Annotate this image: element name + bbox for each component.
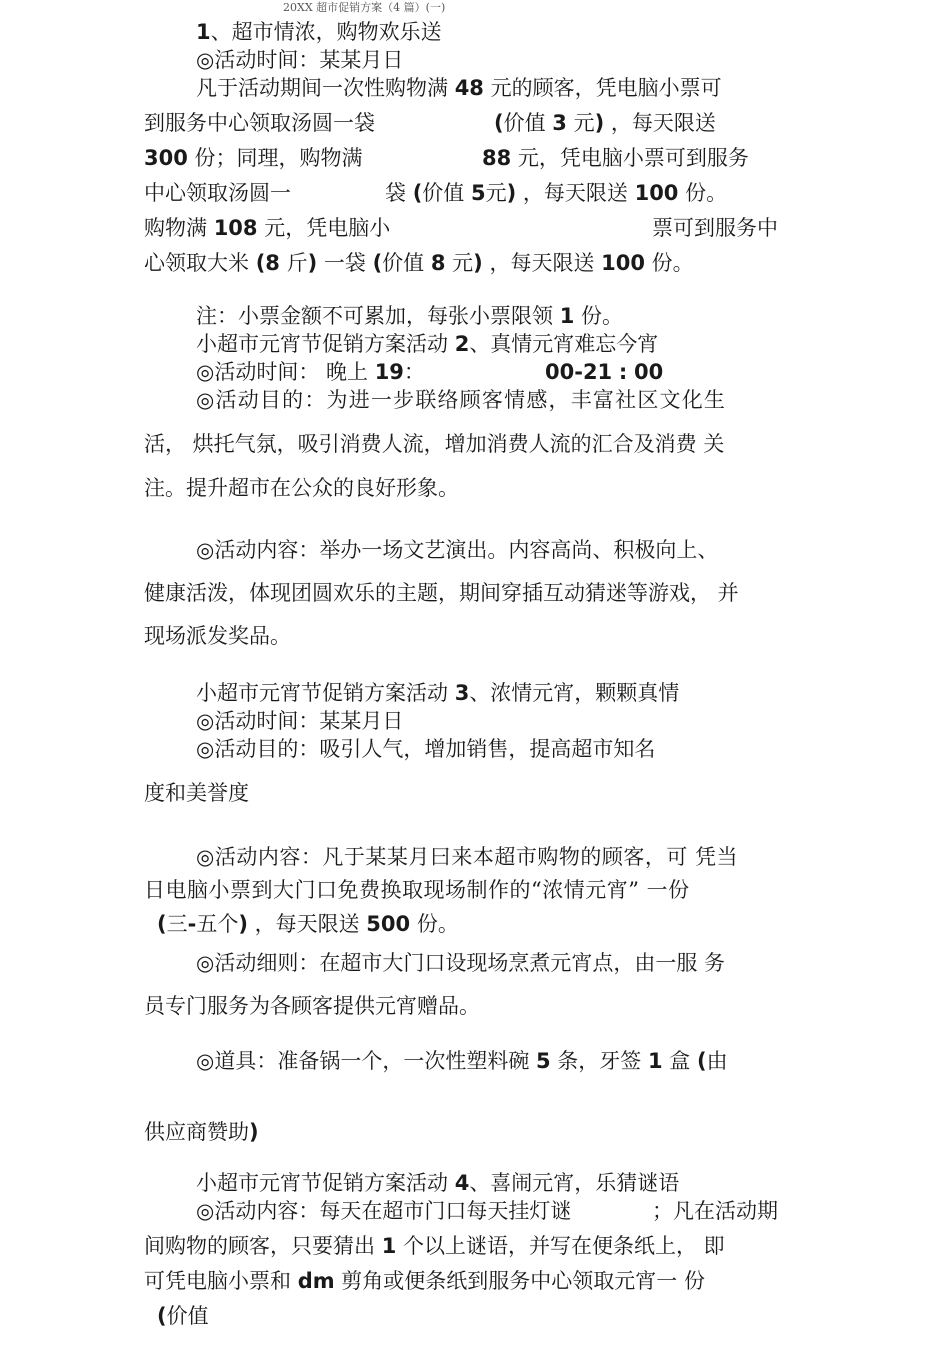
text-line: 中心领取汤圆一 (144, 181, 291, 205)
text-line: 00-21 : 00 (545, 360, 664, 384)
text-line: ◎活动细则：在超市大门口设现场烹煮元宵点，由一服 务 (196, 951, 725, 975)
text-line: 间购物的顾客，只要猜出 1 个以上谜语，并写在便条纸上， 即 (144, 1234, 725, 1258)
text-line: 88 元，凭电脑小票可到服务 (482, 146, 749, 170)
text-line: ◎活动时间：某某月日 (196, 48, 404, 72)
heading-activity-4: 小超市元宵节促销方案活动 4、喜闹元宵，乐猜谜语 (196, 1171, 680, 1195)
text-line: ◎活动时间： 晚上 19： (196, 360, 425, 384)
heading-activity-3: 小超市元宵节促销方案活动 3、浓情元宵，颗颗真情 (196, 681, 680, 705)
text-line: 度和美誉度 (144, 781, 249, 805)
text-line: 凡于活动期间一次性购物满 48 元的顾客，凭电脑小票可 (196, 76, 722, 100)
text-line: ；凡在活动期 (652, 1199, 778, 1223)
note-line: 注：小票金额不可累加，每张小票限领 1 份。 (196, 304, 623, 328)
text-line: ◎活动内容：举办一场文艺演出。内容高尚、积极向上、 (196, 538, 719, 562)
text-line: 日电脑小票到大门口免费换取现场制作的“浓情元宵” 一份 (144, 878, 690, 902)
running-header: 20XX 超市促销方案（4 篇）(一) (283, 1, 446, 14)
text-line: 300 份；同理，购物满 (144, 146, 363, 170)
heading-activity-1: 1、超市情浓，购物欢乐送 (196, 20, 442, 44)
text-line: 健康活泼，体现团圆欢乐的主题，期间穿插互动猜迷等游戏， 并 (144, 581, 739, 605)
heading-activity-2: 小超市元宵节促销方案活动 2、真情元宵难忘今宵 (196, 332, 659, 356)
text-line: (价值 (157, 1304, 209, 1328)
text-line: ◎活动目的：吸引人气，增加销售，提高超市知名 (196, 737, 656, 761)
text-line: 到服务中心领取汤圆一袋 (144, 111, 375, 135)
text-line: ◎活动内容：凡于某某月曰来本超市购物的顾客，可 凭当 (196, 845, 738, 869)
text-line: 注。提升超市在公众的良好形象。 (144, 476, 459, 500)
text-line: (价值 3 元) ，每天限送 (494, 111, 716, 135)
text-line: ◎活动时间：某某月日 (196, 709, 404, 733)
text-line: 现场派发奖品。 (144, 624, 291, 648)
text-line: 供应商赞助) (144, 1120, 259, 1144)
text-line: 票可到服务中 (652, 216, 778, 240)
text-line: ◎活动内容：每天在超市门口每天挂灯谜 (196, 1199, 572, 1223)
text-line: 活， 烘托气氛，吸引消费人流，增加消费人流的汇合及消费 关 (144, 432, 725, 456)
text-line: 员专门服务为各顾客提供元宵赠品。 (144, 994, 480, 1018)
text-line: ◎活动目的：为进一步联络顾客情感，丰富社区文化生 (196, 388, 727, 412)
text-line: 心领取大米 (8 斤) 一袋 (价值 8 元) ，每天限送 100 份。 (144, 251, 694, 275)
text-line: 袋 (价值 5元) ，每天限送 100 份。 (385, 181, 728, 205)
text-line: ◎道具：准备锅一个，一次性塑料碗 5 条，牙签 1 盒 (由 (196, 1049, 728, 1073)
text-line: 可凭电脑小票和 dm 剪角或便条纸到服务中心领取元宵一 份 (144, 1269, 705, 1293)
text-line: 购物满 108 元，凭电脑小 (144, 216, 391, 240)
text-line: (三-五个) ，每天限送 500 份。 (157, 912, 459, 936)
